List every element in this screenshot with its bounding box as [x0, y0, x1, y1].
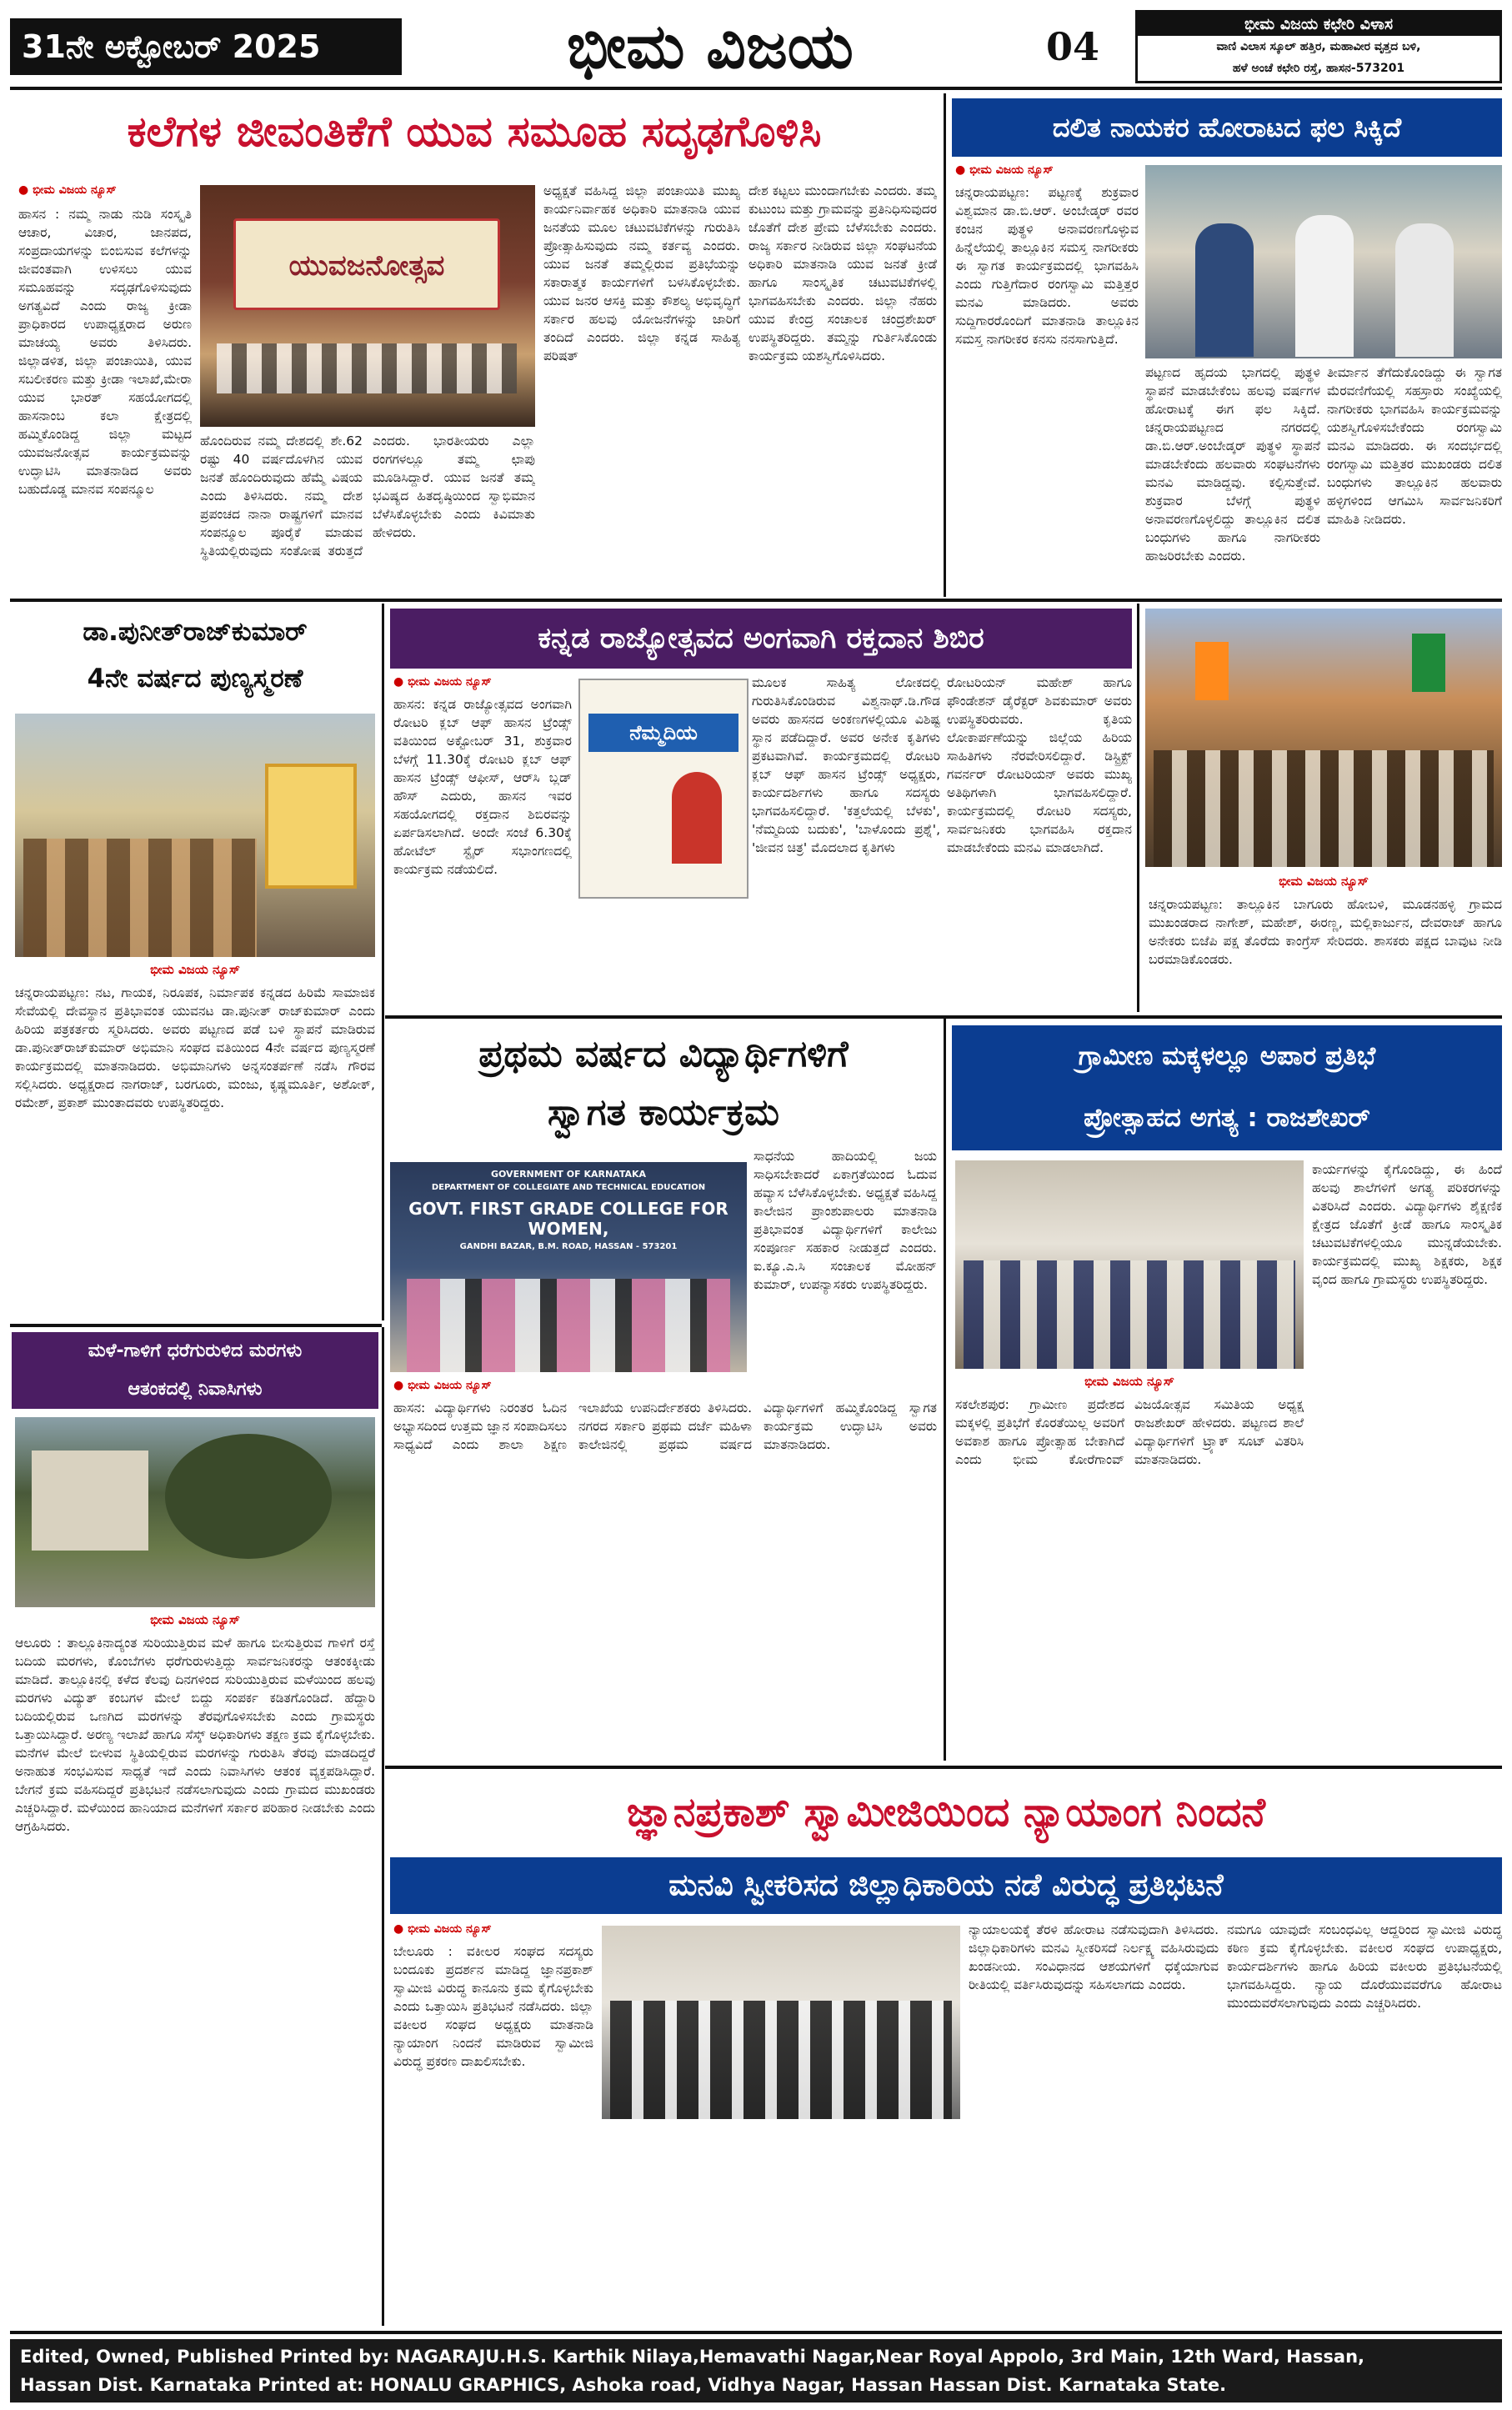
divider — [944, 93, 946, 597]
story7-students — [964, 1260, 1295, 1369]
story6-guests — [407, 1279, 730, 1372]
divider — [382, 604, 384, 1320]
divider — [944, 1019, 946, 1761]
story8-headline — [12, 1332, 378, 1409]
story3-portrait — [265, 764, 357, 889]
office-address-line2: ಹಳೆ ಅಂಚೆ ಕಛೇರಿ ರಸ್ತೆ, ಹಾಸನ-573201 — [1232, 62, 1405, 75]
story6-headline — [390, 1025, 937, 1142]
story8-headline-line1: ಮಳೆ-ಗಾಳಿಗೆ ಧರೆಗುರುಳಿದ ಮರಗಳು — [88, 1340, 303, 1361]
story7-photo — [955, 1160, 1304, 1369]
story6-col1: ಹಾಸನ: ವಿದ್ಯಾರ್ಥಿಗಳು ನಿರಂತರ ಓದಿನ ಅಭ್ಯಾಸದಿಂದ ಉತ್ತಮ ಜ್ಞಾನ ಸಂಪಾದಿಸಲು ಸಾಧ್ಯವಿದೆ ಎಂದು ಶಾಲಾ ಶಿಕ್ಷಣ ಇಲಾಖೆಯ ಉಪನಿರ್ದೇಶಕರು ತಿಳಿಸಿದರು. ನಗರದ ಸರ್ಕಾರಿ ಪ್ರಥಮ ದರ್ಜೆ ಮಹಿಳಾ ಕಾಲೇಜಿನಲ್ಲಿ ಪ್ರಥಮ ವರ್ಷದ ವಿದ್ಯಾರ್ಥಿಗಳಿಗೆ ಹಮ್ಮಿಕೊಂಡಿದ್ದ ಸ್ವಾಗತ ಕಾರ್ಯಕ್ರಮ ಉದ್ಘಾಟಿಸಿ ಅವರು ಮಾತನಾಡಿದರು. — [393, 1400, 937, 1452]
story9-col2: ನ್ಯಾಯಾಲಯಕ್ಕೆ ತೆರಳಿ ಹೋರಾಟ ನಡೆಸುವುದಾಗಿ ತಿಳಿಸಿದರು. ಜಿಲ್ಲಾಧಿಕಾರಿಗಳು ಮನವಿ ಸ್ವೀಕರಿಸದೆ ನಿರ್ಲಕ್ಷ್ಯ ವಹಿಸಿರುವುದು ಖಂಡನೀಯ. ಸಂವಿಧಾನದ ಆಶಯಗಳಿಗೆ ಧಕ್ಕೆಯಾಗುವ ರೀತಿಯಲ್ಲಿ ವರ್ತಿಸಿರುವುದನ್ನು ಸಹಿಸಲಾಗದು ಎಂದರು. — [969, 1922, 1219, 1992]
section-rule — [385, 1766, 1502, 1769]
story4-headline: ಕನ್ನಡ ರಾಜ್ಯೋತ್ಸವದ ಅಂಗವಾಗಿ ರಕ್ತದಾನ ಶಿಬಿರ — [390, 609, 1132, 669]
story2-col2: ಪಟ್ಟಣದ ಹೃದಯ ಭಾಗದಲ್ಲಿ ಪುತ್ಥಳಿ ಸ್ಥಾಪನೆ ಮಾಡಬೇಕೆಂಬ ಹಲವು ವರ್ಷಗಳ ಹೋರಾಟಕ್ಕೆ ಈಗ ಫಲ ಸಿಕ್ಕಿದೆ. ಚನ್ನರಾಯಪಟ್ಟಣದ ನಗರದಲ್ಲಿ ಡಾ.ಬಿ.ಆರ್.ಅಂಬೇಡ್ಕರ್ ಪುತ್ಥಳಿ ಸ್ಥಾಪನೆ ಮಾಡಬೇಕೆಂದು ಹಲವಾರು ಸಂಘಟನೆಗಳು ಮನವಿ ಮಾಡಿದ್ದವು. ಕಲ್ಪಿಸುತ್ತೇವೆ. ಶುಕ್ರವಾರ ಬೆಳಗ್ಗೆ ಪುತ್ಥಳಿ ಅನಾವರಣಗೊಳ್ಳಲಿದ್ದು ತಾಲ್ಲೂಕಿನ ದಲಿತ ಬಂಧುಗಳು ಹಾಗೂ ನಾಗರೀಕರು ಹಾಜರಿರಬೇಕು ಎಂದರು. — [1145, 365, 1320, 564]
story3-headline-line1: ಡಾ.ಪುನೀತ್‌ರಾಜ್‌ಕುಮಾರ್ — [83, 617, 308, 647]
story2-byline — [955, 162, 1122, 180]
story4-poster — [578, 679, 748, 899]
story9-col1: ಬೇಲೂರು : ವಕೀಲರ ಸಂಘದ ಸದಸ್ಯರು ಬಂದೂಕು ಪ್ರದರ್ಶನ ಮಾಡಿದ್ದ ಜ್ಞಾನಪ್ರಕಾಶ್ ಸ್ವಾಮೀಜಿ ವಿರುದ್ಧ ಕಾನೂನು ಕ್ರಮ ಕೈಗೊಳ್ಳಬೇಕು ಎಂದು ಒತ್ತಾಯಿಸಿ ಪ್ರತಿಭಟನೆ ನಡೆಸಿದರು. ಜಿಲ್ಲಾ ವಕೀಲರ ಸಂಘದ ಅಧ್ಯಕ್ಷರು ಮಾತನಾಡಿ ನ್ಯಾಯಾಂಗ ನಿಂದನೆ ಮಾಡಿರುವ ಸ್ವಾಮೀಜಿ ವಿರುದ್ಧ ಪ್ರಕರಣ ದಾಖಲಿಸಬೇಕು. — [393, 1944, 593, 2069]
story3-crowd — [23, 839, 257, 957]
story6-photo — [390, 1162, 747, 1372]
story5-flag — [1195, 642, 1229, 700]
footer-line2: Hassan Dist. Karnataka Printed at: HONALU GRAPHICS, Ashoka road, Vidhya Nagar, Hassan Hassan Dist. Karnataka State. — [20, 2375, 1227, 2395]
story7-col2: ಕಾರ್ಯಗಳನ್ನು ಕೈಗೊಂಡಿದ್ದು, ಈ ಹಿಂದೆ ಹಲವು ಶಾಲೆಗಳಿಗೆ ಅಗತ್ಯ ಪರಿಕರಗಳನ್ನು ವಿತರಿಸಿದೆ ಎಂದರು. ವಿದ್ಯಾರ್ಥಿಗಳು ಶೈಕ್ಷಣಿಕ ಕ್ಷೇತ್ರದ ಜೊತೆಗೆ ಕ್ರೀಡೆ ಹಾಗೂ ಸಾಂಸ್ಕೃತಿಕ ಚಟುವಟಿಕೆಗಳಲ್ಲಿಯೂ ಮುನ್ನಡೆಯಬೇಕು. ಕಾರ್ಯಕ್ರಮದಲ್ಲಿ ಮುಖ್ಯ ಶಿಕ್ಷಕರು, ಶಿಕ್ಷಕ ವೃಂದ ಹಾಗೂ ಗ್ರಾಮಸ್ಥರು ಉಪಸ್ಥಿತರಿದ್ದರು. — [1312, 1162, 1502, 1287]
story6-banner-line1: GOVERNMENT OF KARNATAKA — [490, 1169, 647, 1180]
story8-headline-line2: ಆತಂಕದಲ್ಲಿ ನಿವಾಸಿಗಳು — [128, 1379, 263, 1400]
story8-photo — [15, 1417, 375, 1607]
story6-college-banner — [407, 1169, 730, 1269]
story6-banner-line2: DEPARTMENT OF COLLEGIATE AND TECHNICAL EDUCATION — [431, 1183, 706, 1192]
story7-headline-line1: ಗ್ರಾಮೀಣ ಮಕ್ಕಳಲ್ಲೂ ಅಪಾರ ಪ್ರತಿಭೆ — [1078, 1041, 1376, 1071]
story3-body: ಚನ್ನರಾಯಪಟ್ಟಣ: ನಟ, ಗಾಯಕ, ನಿರೂಪಕ, ನಿರ್ಮಾಪಕ ಕನ್ನಡದ ಹಿರಿಮೆ ಸಾಮಾಜಿಕ ಸೇವೆಯಲ್ಲಿ ದೇವಸ್ಥಾನ ಪ್ರತಿಭಾವಂತ ಯುವನಟ ಡಾ.ಪುನೀತ್ ರಾಜ್‌ಕುಮಾರ್ ಎಂದು ಹಿರಿಯ ಪತ್ರಕರ್ತರು ಸ್ಮರಿಸಿದರು. ಅವರು ಪಟ್ಟಣದ ಪಡೆ ಬಳಿ ಸ್ಥಾಪನೆ ಮಾಡಿರುವ ಡಾ.ಪುನೀತ್‌ರಾಜ್‌ಕುಮಾರ್ ಅಭಿಮಾನಿ ಸಂಘದ ವತಿಯಿಂದ 4ನೇ ವರ್ಷದ ಪುಣ್ಯಸ್ಮರಣೆ ಕಾರ್ಯಕ್ರಮದಲ್ಲಿ ಮಾತನಾಡಿದರು. ಅಭಿಮಾನಿಗಳು ಅನ್ನಸಂತರ್ಪಣೆ ನಡೆಸಿ ಗೌರವ ಸಲ್ಲಿಸಿದರು. ಅಧ್ಯಕ್ಷರಾದ ನಾಗರಾಜ್, ಬರಗೂರು, ಮಂಜು, ಕೃಷ್ಣಮೂರ್ತಿ, ಅಶೋಕ್, ರಮೇಶ್, ಪ್ರಕಾಶ್ ಮುಂತಾದವರು ಉಪಸ್ಥಿತರಿದ್ದರು. — [15, 985, 375, 1110]
story5-crowd — [1154, 750, 1494, 867]
story9-subhead: ಮನವಿ ಸ್ವೀಕರಿಸದ ಜಿಲ್ಲಾಧಿಕಾರಿಯ ನಡೆ ವಿರುದ್ಧ ಪ್ರತಿಭಟನೆ — [390, 1857, 1502, 1914]
story6-headline-line2: ಸ್ವಾಗತ ಕಾರ್ಯಕ್ರಮ — [548, 1091, 779, 1134]
story3-headline — [12, 609, 378, 707]
divider — [382, 1327, 384, 2326]
byline: ● ಭೀಮ ವಿಜಯ ನ್ಯೂಸ್ — [393, 1379, 560, 1392]
story4-col2: ಮೂಲಕ ಸಾಹಿತ್ಯ ಲೋಕದಲ್ಲಿ ಗುರುತಿಸಿಕೊಂಡಿರುವ ವಿಶ್ವನಾಥ್.ಡಿ.ಗೌಡ ಅವರು ಹಾಸನದ ಅಂಕಣಗಳಲ್ಲಿಯೂ ವಿಶಿಷ್ಟ ಸ್ಥಾನ ಪಡೆದಿದ್ದಾರೆ. ಅವರ ಅನೇಕ ಕೃತಿಗಳು ಪ್ರಕಟವಾಗಿವೆ. ಕಾರ್ಯಕ್ರಮದಲ್ಲಿ ರೋಟರಿ ಕ್ಲಬ್ ಆಫ್ ಹಾಸನ ಟ್ರೆಂಡ್ಸ್ ಅಧ್ಯಕ್ಷರು, ಕಾರ್ಯದರ್ಶಿಗಳು ಹಾಗೂ ಸದಸ್ಯರು ಭಾಗವಹಿಸಲಿದ್ದಾರೆ. 'ಕತ್ತಲೆಯಲ್ಲಿ ಬೆಳಕು', 'ನೆಮ್ಮದಿಯ ಬದುಕು', 'ಬಾಳೊಂದು ಪ್ರಶ್ನೆ', 'ಜೀವನ ಚಿತ್ರ' ಮೊದಲಾದ ಕೃತಿಗಳು — [752, 675, 940, 855]
section-rule — [10, 1324, 382, 1327]
masthead-rule — [10, 87, 1502, 90]
story1-stage-banner — [233, 218, 500, 310]
story1-col1: ಹಾಸನ : ನಮ್ಮ ನಾಡು ನುಡಿ ಸಂಸ್ಕೃತಿ ಆಚಾರ, ವಿಚಾರ, ಜಾನಪದ, ಸಂಪ್ರದಾಯಗಳನ್ನು ಬಿಂಬಿಸುವ ಕಲೆಗಳನ್ನು ಜೀವಂತವಾಗಿ ಉಳಿಸಲು ಯುವ ಸಮೂಹವನ್ನು ಸದೃಢಗೊಳಿಸುವುದು ಅಗತ್ಯವಿದೆ ಎಂದು ರಾಜ್ಯ ಕ್ರೀಡಾ ಪ್ರಾಧಿಕಾರದ ಉಪಾಧ್ಯಕ್ಷರಾದ ಅರುಣ ಮಾಚಯ್ಯ ಅವರು ತಿಳಿಸಿದರು. ಜಿಲ್ಲಾಡಳಿತ, ಜಿಲ್ಲಾ ಪಂಚಾಯಿತಿ, ಯುವ ಸಬಲೀಕರಣ ಮತ್ತು ಕ್ರೀಡಾ ಇಲಾಖೆ,ಮೇರಾ ಯುವ ಭಾರತ್ ಸಹಯೋಗದಲ್ಲಿ ಹಾಸನಾಂಬ ಕಲಾ ಕ್ಷೇತ್ರದಲ್ಲಿ ಹಮ್ಮಿಕೊಂಡಿದ್ದ ಜಿಲ್ಲಾ ಮಟ್ಟದ ಯುವಜನೋತ್ಸವ ಕಾರ್ಯಕ್ರಮವನ್ನು ಉದ್ಘಾಟಿಸಿ ಮಾತನಾಡಿದ ಅವರು ಬಹುದೊಡ್ಡ ಮಾನವ ಸಂಪನ್ಮೂಲ — [18, 207, 192, 497]
story6-headline-line1: ಪ್ರಥಮ ವರ್ಷದ ವಿದ್ಯಾರ್ಥಿಗಳಿಗೆ — [478, 1033, 849, 1075]
story4-byline — [393, 674, 560, 692]
story2-headline: ದಲಿತ ನಾಯಕರ ಹೋರಾಟದ ಫಲ ಸಿಕ್ಕಿದೆ — [952, 98, 1502, 157]
office-address — [1135, 10, 1502, 83]
story1-photo — [200, 185, 535, 427]
story2-person — [1195, 223, 1254, 357]
issue-date: 31ನೇ ಅಕ್ಟೋಬರ್ 2025 — [10, 18, 402, 75]
footer-line1: Edited, Owned, Published Printed by: NAGARAJU.H.S. Karthik Nilaya,Hemavathi Nagar,Near Royal Appolo, 3rd Main, 12th Ward, Hassan, — [20, 2347, 1365, 2367]
page-number: 04 — [1045, 24, 1099, 69]
story8-photo-credit: ಭೀಮ ವಿಜಯ ನ್ಯೂಸ್ — [150, 1612, 240, 1627]
story8-tree — [165, 1434, 332, 1559]
story4-poster-title: ನೆಮ್ಮದಿಯ — [588, 714, 738, 752]
story7-photo-credit: ಭೀಮ ವಿಜಯ ನ್ಯೂಸ್ — [1084, 1374, 1174, 1389]
office-name: ಭೀಮ ವಿಜಯ ಕಛೇರಿ ವಿಳಾಸ — [1138, 13, 1499, 36]
story3-photo — [15, 714, 375, 957]
story6-col2: ಸಾಧನೆಯ ಹಾದಿಯಲ್ಲಿ ಜಯ ಸಾಧಿಸಬೇಕಾದರೆ ಏಕಾಗ್ರತೆಯಿಂದ ಓದುವ ಹವ್ಯಾಸ ಬೆಳೆಸಿಕೊಳ್ಳಬೇಕು. ಅಧ್ಯಕ್ಷತೆ ವಹಿಸಿದ್ದ ಕಾಲೇಜಿನ ಪ್ರಾಂಶುಪಾಲರು ಮಾತನಾಡಿ ಪ್ರತಿಭಾವಂತ ವಿದ್ಯಾರ್ಥಿಗಳಿಗೆ ಕಾಲೇಜು ಸಂಪೂರ್ಣ ಸಹಕಾರ ನೀಡುತ್ತದೆ ಎಂದರು. ಐ.ಕ್ಯೂ.ಎ.ಸಿ ಸಂಚಾಲಕ ಮೋಹನ್ ಕುಮಾರ್, ಉಪನ್ಯಾಸಕರು ಉಪಸ್ಥಿತರಿದ್ದರು. — [753, 1149, 937, 1292]
section-rule — [10, 599, 1502, 602]
story7-col1: ಸಕಲೇಶಪುರ: ಗ್ರಾಮೀಣ ಪ್ರದೇಶದ ಮಕ್ಕಳಲ್ಲಿ ಪ್ರತಿಭೆಗೆ ಕೊರತೆಯಿಲ್ಲ ಅವರಿಗೆ ಅವಕಾಶ ಹಾಗೂ ಪ್ರೋತ್ಸಾಹ ಬೇಕಾಗಿದೆ ಎಂದು ಭೀಮ ಕೋರೆಗಾಂವ್ ವಿಜಯೋತ್ಸವ ಸಮಿತಿಯ ಅಧ್ಯಕ್ಷ ರಾಜಶೇಖರ್ ಹೇಳಿದರು. ಪಟ್ಟಣದ ಶಾಲೆ ವಿದ್ಯಾರ್ಥಿಗಳಿಗೆ ಟ್ರ್ಯಾಕ್ ಸೂಟ್ ವಿತರಿಸಿ ಮಾತನಾಡಿದರು. — [955, 1397, 1304, 1467]
footer-imprint — [10, 2339, 1502, 2402]
story5-photo — [1145, 609, 1502, 867]
story1-col4: ದೇಶ ಕಟ್ಟಲು ಮುಂದಾಗಬೇಕು ಎಂದರು. ತಮ್ಮ ಕುಟುಂಬ ಮತ್ತು ಗ್ರಾಮವನ್ನು ಪ್ರತಿನಿಧಿಸುವುದರ ಜೊತೆಗೆ ದೇಶ ಪ್ರೇಮ ಬೆಳೆಸಬೇಕು ಎಂದರು. ರಾಜ್ಯ ಸರ್ಕಾರ ನೀಡಿರುವ ಜಿಲ್ಲಾ ಸಂಘಟನೆಯ ಅಧಿಕಾರಿ ಮಾತನಾಡಿ ಯುವ ಜನತೆ ಕ್ರೀಡೆ ಹಾಗೂ ಸಾಂಸ್ಕೃತಿಕ ಚಟುವಟಿಕೆಗಳಲ್ಲಿ ಭಾಗವಹಿಸಬೇಕು ಎಂದರು. ಜಿಲ್ಲಾ ನೆಹರು ಯುವ ಕೇಂದ್ರ ಸಂಚಾಲಕ ಚಂದ್ರಶೇಖರ್ ಉಪಸ್ಥಿತರಿದ್ದರು. ತಮ್ಮನ್ನು ಗುರ್ತಿಸಿಕೊಂಡು ಕಾರ್ಯಕ್ರಮ ಯಶಸ್ವಿಗೊಳಿಸಿದರು. — [748, 183, 937, 363]
office-address-line1: ವಾಣಿ ವಿಲಾಸ ಸ್ಕೂಲ್ ಹತ್ತಿರ, ಮಹಾವೀರ ವೃತ್ತದ ಬಳಿ, — [1216, 40, 1421, 53]
story9-advocates — [610, 2001, 952, 2119]
story9-byline — [393, 1921, 560, 1939]
story6-banner-line3: GOVT. FIRST GRADE COLLEGE FOR WOMEN, — [408, 1199, 728, 1239]
story3-photo-credit: ಭೀಮ ವಿಜಯ ನ್ಯೂಸ್ — [150, 962, 240, 977]
byline: ● ಭೀಮ ವಿಜಯ ನ್ಯೂಸ್ — [18, 183, 185, 197]
story1-headline: ಕಲೆಗಳ ಜೀವಂತಿಕೆಗೆ ಯುವ ಸಮೂಹ ಸದೃಢಗೊಳಿಸಿ — [127, 108, 822, 157]
story6-byline — [393, 1377, 560, 1395]
story9-headline: ಜ್ಞಾನಪ್ರಕಾಶ್ ಸ್ವಾಮೀಜಿಯಿಂದ ನ್ಯಾಯಾಂಗ ನಿಂದನೆ — [626, 1789, 1266, 1836]
divider — [1137, 604, 1139, 1012]
story2-col1: ಚನ್ನರಾಯಪಟ್ಟಣ: ಪಟ್ಟಣಕ್ಕೆ ಶುಕ್ರವಾರ ವಿಶ್ವಮಾನ ಡಾ.ಬಿ.ಆರ್. ಅಂಬೇಡ್ಕರ್ ರವರ ಕಂಚಿನ ಪುತ್ಥಳಿ ಅನಾವರಣಗೊಳ್ಳುವ ಹಿನ್ನೆಲೆಯಲ್ಲಿ ತಾಲ್ಲೂಕಿನ ಸಮಸ್ತ ನಾಗರೀಕರು ಈ ಸ್ವಾಗತ ಕಾರ್ಯಕ್ರಮದಲ್ಲಿ ಭಾಗವಹಿಸಿ ಎಂದು ಗುತ್ತಿಗೆದಾರ ರಂಗಸ್ವಾಮಿ ಮತ್ತಿತ್ತರ ಮನವಿ ಮಾಡಿದರು. ಅವರು ಸುದ್ದಿಗಾರರೊಂದಿಗೆ ಮಾತನಾಡಿ ತಾಲ್ಲೂಕಿನ ಸಮಸ್ತ ನಾಗರೀಕರ ಕನಸು ನನಸಾಗುತ್ತಿದೆ. — [955, 185, 1139, 347]
story4-col3: ರೋಟರಿಯನ್ ಮಹೇಶ್ ಹಾಗೂ ಫೌಂಡೇಶನ್ ಡೈರೆಕ್ಟರ್ ಶಿವಕುಮಾರ್ ಅವರು ಉಪಸ್ಥಿತರಿರುವರು. ಕೃತಿಯ ಲೋಕಾರ್ಪಣೆಯನ್ನು ಜಿಲ್ಲೆಯ ಹಿರಿಯ ಸಾಹಿತಿಗಳು ನೆರವೇರಿಸಲಿದ್ದಾರೆ. ಡಿಸ್ಟ್ರಿಕ್ಟ್ ಗವರ್ನರ್ ರೋಟರಿಯನ್ ಅವರು ಮುಖ್ಯ ಅತಿಥಿಗಳಾಗಿ ಭಾಗವಹಿಸಲಿದ್ದಾರೆ. ಕಾರ್ಯಕ್ರಮದಲ್ಲಿ ರೋಟರಿ ಸದಸ್ಯರು, ಸಾರ್ವಜನಿಕರು ಭಾಗವಹಿಸಿ ರಕ್ತದಾನ ಮಾಡಬೇಕೆಂದು ಮನವಿ ಮಾಡಲಾಗಿದೆ. — [947, 675, 1132, 855]
story3-headline-line2: 4ನೇ ವರ್ಷದ ಪುಣ್ಯಸ್ಮರಣೆ — [87, 664, 303, 694]
footer-rule — [10, 2331, 1502, 2334]
byline: ● ಭೀಮ ವಿಜಯ ನ್ಯೂಸ್ — [393, 675, 560, 689]
story9-photo — [602, 1926, 960, 2119]
story8-house — [32, 1451, 148, 1551]
story5-photo-credit: ಭೀಮ ವಿಜಯ ನ್ಯೂಸ್ — [1279, 874, 1369, 889]
story7-headline-line2: ಪ್ರೋತ್ಸಾಹದ ಅಗತ್ಯ : ರಾಜಶೇಖರ್ — [1084, 1103, 1370, 1133]
story6-banner-line4: GANDHI BAZAR, B.M. ROAD, HASSAN - 573201 — [459, 1242, 678, 1251]
newspaper-title: ಭೀಮ ವಿಜಯ — [567, 11, 854, 83]
story1-col3: ಅಧ್ಯಕ್ಷತೆ ವಹಿಸಿದ್ದ ಜಿಲ್ಲಾ ಪಂಚಾಯಿತಿ ಮುಖ್ಯ ಕಾರ್ಯನಿರ್ವಾಹಕ ಅಧಿಕಾರಿ ಮಾತನಾಡಿ ಯುವ ಜನತೆಯ ಮೂಲ ಚಟುವಟಿಕೆಗಳನ್ನು ಗುರುತಿಸಿ ಪ್ರೋತ್ಸಾಹಿಸುವುದು ನಮ್ಮ ಕರ್ತವ್ಯ ಎಂದರು. ಯುವ ಜನತೆ ತಮ್ಮಲ್ಲಿರುವ ಪ್ರತಿಭೆಯನ್ನು ಸಕಾರಾತ್ಮಕ ಕಾರ್ಯಗಳಿಗೆ ಬಳಸಿಕೊಳ್ಳಬೇಕು. ಯುವ ಜನರ ಆಸಕ್ತಿ ಮತ್ತು ಕೌಶಲ್ಯ ಅಭಿವೃದ್ಧಿಗೆ ಸರ್ಕಾರ ಹಲವು ಯೋಜನೆಗಳನ್ನು ಜಾರಿಗೆ ತಂದಿದೆ ಎಂದರು. ಜಿಲ್ಲಾ ಕನ್ನಡ ಸಾಹಿತ್ಯ ಪರಿಷತ್ — [543, 183, 740, 363]
story2-photo — [1145, 165, 1502, 358]
story2-person — [1395, 223, 1454, 357]
story2-person — [1295, 215, 1354, 357]
masthead — [10, 10, 1502, 83]
byline: ● ಭೀಮ ವಿಜಯ ನ್ಯೂಸ್ — [955, 163, 1122, 177]
story1-banner-text: ಯುವಜನೋತ್ಸವ — [288, 249, 445, 283]
story5-caption: ಚನ್ನರಾಯಪಟ್ಟಣ: ತಾಲ್ಲೂಕಿನ ಬಾಗೂರು ಹೋಬಳಿ, ಮೂಡನಹಳ್ಳಿ ಗ್ರಾಮದ ಮುಖಂಡರಾದ ನಾಗೇಶ್, ಮಹೇಶ್, ಈರಣ್ಣ, ಮಲ್ಲಿಕಾರ್ಜುನ, ದೇವರಾಜ್ ಹಾಗೂ ಅನೇಕರು ಬಿಜೆಪಿ ಪಕ್ಷ ತೊರೆದು ಕಾಂಗ್ರೆಸ್ ಸೇರಿದರು. ಶಾಸಕರು ಪಕ್ಷದ ಬಾವುಟ ನೀಡಿ ಬರಮಾಡಿಕೊಂಡರು. — [1149, 897, 1502, 967]
story1-stage-row — [217, 343, 517, 393]
story2-col3: ತೀರ್ಮಾನ ತೆಗೆದುಕೊಂಡಿದ್ದು ಈ ಸ್ವಾಗತ ಮೆರವಣಿಗೆಯಲ್ಲಿ ಸಹಸ್ರಾರು ಸಂಖ್ಯೆಯಲ್ಲಿ ನಾಗರೀಕರು ಭಾಗವಹಿಸಿ ಕಾರ್ಯಕ್ರಮವನ್ನು ಯಶಸ್ವಿಗೊಳಿಸಬೇಕೆಂದು ರಂಗಸ್ವಾಮಿ ಮನವಿ ಮಾಡಿದರು. ಈ ಸಂದರ್ಭದಲ್ಲಿ ರಂಗಸ್ವಾಮಿ ಮತ್ತಿತರ ಮುಖಂಡರು ದಲಿತ ಬಂಧುಗಳು ತಾಲ್ಲೂಕಿನ ಹಲವಾರು ಹಳ್ಳಿಗಳಿಂದ ಆಗಮಿಸಿ ಸಾರ್ವಜನಿಕರಿಗೆ ಮಾಹಿತಿ ನೀಡಿದರು. — [1327, 365, 1502, 527]
story1-byline — [18, 182, 185, 200]
story4-poster-figure — [672, 772, 722, 864]
story5-flag — [1412, 634, 1445, 692]
story4-col1: ಹಾಸನ: ಕನ್ನಡ ರಾಜ್ಯೋತ್ಸವದ ಅಂಗವಾಗಿ ರೋಟರಿ ಕ್ಲಬ್ ಆಫ್ ಹಾಸನ ಟ್ರೆಂಡ್ಸ್ ವತಿಯಿಂದ ಅಕ್ಟೋಬರ್ 31, ಶುಕ್ರವಾರ ಬೆಳಗ್ಗೆ 11.30ಕ್ಕೆ ರೋಟರಿ ಕ್ಲಬ್ ಆಫ್ ಹಾಸನ ಟ್ರೆಂಡ್ಸ್ ಆಫೀಸ್, ಆರ್‌ಸಿ ಬ್ಲಡ್ ಹೌಸ್ ಎದುರು, ಹಾಸನ ಇವರ ಸಹಯೋಗದಲ್ಲಿ ರಕ್ತದಾನ ಶಿಬಿರವನ್ನು ಏರ್ಪಡಿಸಲಾಗಿದೆ. ಅಂದೇ ಸಂಜೆ 6.30ಕ್ಕೆ ಹೋಟೆಲ್ ಸ್ಟೈರ್ ಸಭಾಂಗಣದಲ್ಲಿ ಕಾರ್ಯಕ್ರಮ ನಡೆಯಲಿದೆ. — [393, 697, 572, 877]
byline: ● ಭೀಮ ವಿಜಯ ನ್ಯೂಸ್ — [393, 1922, 560, 1936]
story9-col3: ನಮಗೂ ಯಾವುದೇ ಸಂಬಂಧವಿಲ್ಲ ಆದ್ದರಿಂದ ಸ್ವಾಮೀಜಿ ವಿರುದ್ಧ ಕಠಿಣ ಕ್ರಮ ಕೈಗೊಳ್ಳಬೇಕು. ವಕೀಲರ ಸಂಘದ ಉಪಾಧ್ಯಕ್ಷರು, ಕಾರ್ಯದರ್ಶಿಗಳು ಹಾಗೂ ಹಿರಿಯ ವಕೀಲರು ಪ್ರತಿಭಟನೆಯಲ್ಲಿ ಭಾಗವಹಿಸಿದ್ದರು. ನ್ಯಾಯ ದೊರೆಯುವವರೆಗೂ ಹೋರಾಟ ಮುಂದುವರೆಸಲಾಗುವುದು ಎಂದು ಎಚ್ಚರಿಸಿದರು. — [1227, 1922, 1502, 2011]
story7-headline — [952, 1025, 1502, 1150]
story1-col2: ಹೊಂದಿರುವ ನಮ್ಮ ದೇಶದಲ್ಲಿ ಶೇ.62 ರಷ್ಟು 40 ವರ್ಷದೊಳಗಿನ ಯುವ ಜನತೆ ಹೊಂದಿರುವುದು ಹೆಮ್ಮೆ ವಿಷಯ ಎಂದು ತಿಳಿಸಿದರು. ನಮ್ಮ ದೇಶ ಪ್ರಪಂಚದ ನಾನಾ ರಾಷ್ಟ್ರಗಳಿಗೆ ಮಾನವ ಸಂಪನ್ಮೂಲ ಪೂರೈಕೆ ಮಾಡುವ ಸ್ಥಿತಿಯಲ್ಲಿರುವುದು ಸಂತೋಷ ತರುತ್ತದೆ ಎಂದರು. ಭಾರತೀಯರು ಎಲ್ಲಾ ರಂಗಗಳಲ್ಲೂ ತಮ್ಮ ಛಾಪು ಮೂಡಿಸಿದ್ದಾರೆ. ಯುವ ಜನತೆ ತಮ್ಮ ಭವಿಷ್ಯದ ಹಿತದೃಷ್ಠಿಯಿಂದ ಸ್ವಾಭಿಮಾನ ಬೆಳೆಸಿಕೊಳ್ಳಬೇಕು ಎಂದು ಕಿವಿಮಾತು ಹೇಳಿದರು. — [200, 433, 535, 559]
story8-body: ಆಲೂರು : ತಾಲ್ಲೂಕಿನಾದ್ಯಂತ ಸುರಿಯುತ್ತಿರುವ ಮಳೆ ಹಾಗೂ ಬೀಸುತ್ತಿರುವ ಗಾಳಿಗೆ ರಸ್ತೆ ಬದಿಯ ಮರಗಳು, ಕೊಂಬೆಗಳು ಧರೆಗುರುಳುತ್ತಿದ್ದು ಸಾರ್ವಜನಿಕರನ್ನು ಆತಂಕಕ್ಕೀಡು ಮಾಡಿದೆ. ತಾಲ್ಲೂಕಿನಲ್ಲಿ ಕಳೆದ ಕೆಲವು ದಿನಗಳಿಂದ ಸುರಿಯುತ್ತಿರುವ ಮಳೆಯಿಂದ ಹಲವು ಮರಗಳು ವಿದ್ಯುತ್ ಕಂಬಗಳ ಮೇಲೆ ಬಿದ್ದು ಸಂಪರ್ಕ ಕಡಿತಗೊಂಡಿದೆ. ಹೆದ್ದಾರಿ ಬದಿಯಲ್ಲಿರುವ ಒಣಗಿದ ಮರಗಳನ್ನು ತೆರವುಗೊಳಿಸಬೇಕು ಎಂದು ಗ್ರಾಮಸ್ಥರು ಒತ್ತಾಯಿಸಿದ್ದಾರೆ. ಅರಣ್ಯ ಇಲಾಖೆ ಹಾಗೂ ಸೆಸ್ಕ್ ಅಧಿಕಾರಿಗಳು ತಕ್ಷಣ ಕ್ರಮ ಕೈಗೊಳ್ಳಬೇಕು. ಮನೆಗಳ ಮೇಲೆ ಬೀಳುವ ಸ್ಥಿತಿಯಲ್ಲಿರುವ ಮರಗಳನ್ನು ಗುರುತಿಸಿ ತೆರವು ಮಾಡದಿದ್ದರೆ ಅನಾಹುತ ಸಂಭವಿಸುವ ಸಾಧ್ಯತೆ ಇದೆ ಎಂದು ನಿವಾಸಿಗಳು ಆತಂಕ ವ್ಯಕ್ತಪಡಿಸಿದ್ದಾರೆ. ಬೇಗನೆ ಕ್ರಮ ವಹಿಸದಿದ್ದರೆ ಪ್ರತಿಭಟನೆ ನಡೆಸಲಾಗುವುದು ಎಂದು ಗ್ರಾಮದ ಮುಖಂಡರು ಎಚ್ಚರಿಸಿದ್ದಾರೆ. ಮಳೆಯಿಂದ ಹಾನಿಯಾದ ಮನೆಗಳಿಗೆ ಸರ್ಕಾರ ಪರಿಹಾರ ನೀಡಬೇಕು ಎಂದು ಆಗ್ರಹಿಸಿದರು. — [15, 1636, 375, 1834]
